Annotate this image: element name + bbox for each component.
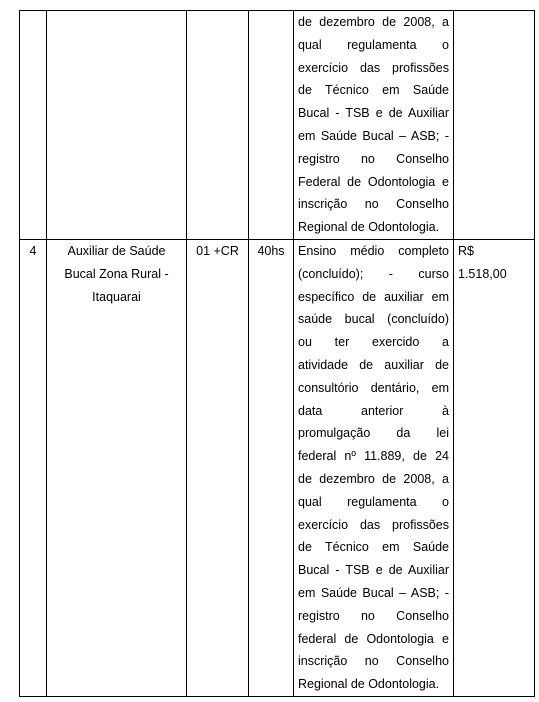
requirement-line: qual regulamenta o	[298, 494, 449, 509]
requirement-line: saúde bucal (concluído)	[298, 312, 449, 327]
requirement-line: exercício das profissões	[298, 517, 449, 532]
requirement-line: qual regulamenta o	[298, 37, 449, 52]
job-requirements-table	[19, 10, 535, 697]
requirement-line: exercício das profissões	[298, 60, 449, 75]
requirement-line: data anterior à	[298, 403, 449, 418]
salary-line: 1.518,00	[458, 266, 507, 281]
requirement-line: de Técnico em Saúde	[298, 83, 449, 98]
requirement-line: Bucal - TSB e de Auxiliar	[298, 563, 449, 578]
requirement-line: Bucal - TSB e de Auxiliar	[298, 106, 449, 121]
requirement-line: Regional de Odontologia.	[298, 220, 440, 235]
requirement-line: específico de auxiliar em	[298, 289, 449, 304]
requirement-line: de dezembro de 2008, a	[298, 15, 449, 29]
cell-hours	[249, 11, 294, 240]
cell-vacancies	[187, 11, 249, 240]
table-row	[20, 239, 535, 696]
requirement-line: inscrição no Conselho	[298, 654, 449, 669]
cell-salary	[454, 239, 535, 696]
requirement-line: Ensino médio completo	[298, 243, 449, 258]
position-line: Bucal Zona Rural -	[64, 266, 169, 281]
cell-requirements	[294, 11, 454, 240]
table-row-continued	[20, 11, 535, 240]
requirement-line: (concluído); - curso	[298, 266, 449, 281]
cell-hours: 40hs	[249, 239, 294, 696]
requirement-line: inscrição no Conselho	[298, 197, 449, 212]
requirement-line: em Saúde Bucal – ASB; -	[298, 128, 449, 143]
requirement-line: atividade de auxiliar de	[298, 357, 449, 372]
requirement-line: em Saúde Bucal – ASB; -	[298, 585, 449, 600]
requirement-line: de Técnico em Saúde	[298, 540, 449, 555]
cell-position	[47, 239, 187, 696]
cell-position	[47, 11, 187, 240]
requirement-line: ou ter exercido a	[298, 335, 449, 350]
requirement-line: de dezembro de 2008, a	[298, 471, 449, 486]
cell-number	[20, 11, 47, 240]
requirement-line: promulgação da lei	[298, 426, 449, 441]
requirement-line: federal de Odontologia e	[298, 631, 449, 646]
requirement-line: Federal de Odontologia e	[298, 174, 449, 189]
requirement-line: federal nº 11.889, de 24	[298, 449, 449, 464]
cell-salary	[454, 11, 535, 240]
position-line: Itaquarai	[92, 289, 141, 304]
requirement-line: registro no Conselho	[298, 608, 449, 623]
requirement-line: registro no Conselho	[298, 151, 449, 166]
cell-vacancies: 01 +CR	[187, 239, 249, 696]
salary-line: R$	[458, 243, 474, 258]
requirement-line: consultório dentário, em	[298, 380, 449, 395]
cell-number: 4	[20, 239, 47, 696]
cell-requirements	[294, 239, 454, 696]
requirement-line: Regional de Odontologia.	[298, 677, 440, 692]
position-line: Auxiliar de Saúde	[67, 243, 166, 258]
